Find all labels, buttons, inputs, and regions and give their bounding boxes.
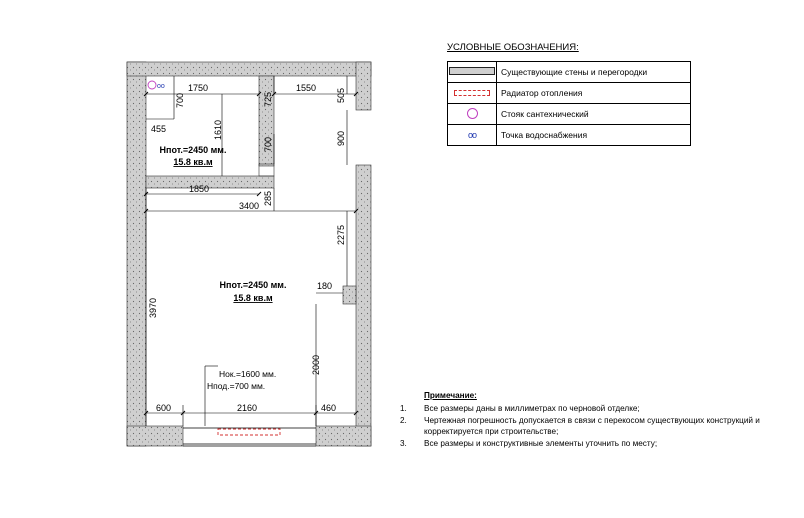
dim-900: 900 (336, 130, 346, 146)
dim-2160: 2160 (237, 403, 258, 413)
note-item: 3. Все размеры и конструктивные элементы уточнить по месту; (400, 439, 658, 448)
note-item: 1. Все размеры даны в миллиметрах по черновой отделке; (400, 404, 640, 413)
dim-725: 725 (263, 91, 273, 107)
water-point-icon: oo (157, 83, 165, 90)
riser-legend-icon (467, 108, 478, 119)
legend-label: Стояк сантехнический (497, 104, 691, 125)
room-small-height: Нпот.=2450 мм. (159, 145, 227, 155)
partition-horizontal (146, 176, 274, 188)
radiator-symbol (218, 429, 280, 435)
dim-1850: 1850 (189, 184, 210, 194)
dim-3970: 3970 (148, 297, 158, 318)
dim-460: 460 (321, 403, 337, 413)
wall-bottom-left (127, 426, 183, 446)
dimension-ticks (144, 92, 358, 415)
legend-label: Существующие стены и перегородки (497, 62, 691, 83)
room-small-area: 15.8 кв.м (173, 157, 213, 167)
dim-700-left: 700 (175, 92, 185, 108)
riser-icon (148, 81, 156, 89)
wall-column-stub (343, 286, 356, 304)
dim-285: 285 (263, 190, 273, 206)
legend-row (448, 83, 691, 104)
legend-row (448, 125, 691, 146)
window-opening (183, 428, 316, 446)
dim-1550: 1550 (296, 83, 317, 93)
dim-455: 455 (151, 124, 167, 134)
dim-600: 600 (156, 403, 172, 413)
wall-bottom-right (316, 426, 371, 446)
legend-title: УСЛОВНЫЕ ОБОЗНАЧЕНИЯ: (447, 42, 579, 53)
note-item: 2. Чертежная погрешность допускается в связи с перекосом существующих конструкций и корректируется при строительстве; (400, 416, 760, 436)
legend-row (448, 104, 691, 125)
dim-2275: 2275 (336, 224, 346, 245)
notes-title: Примечание: (424, 391, 477, 400)
room-main-area: 15.8 кв.м (233, 293, 273, 303)
dim-505: 505 (336, 87, 346, 103)
water-point-legend-icon: oo (467, 130, 476, 140)
legend-label: Радиатор отопления (497, 83, 691, 104)
dim-1750: 1750 (188, 83, 209, 93)
wall-hatch-icon (449, 67, 495, 75)
wall-top (127, 62, 371, 76)
legend-row (448, 62, 691, 83)
radiator-icon (454, 90, 490, 96)
dim-180: 180 (317, 281, 333, 291)
legend (447, 41, 691, 146)
dim-700-right: 700 (263, 136, 273, 152)
room-main-height: Нпот.=2450 мм. (219, 280, 287, 290)
dim-1610: 1610 (213, 119, 223, 140)
window-base-height: Нпод.=700 мм. (207, 381, 266, 391)
notes (400, 391, 795, 450)
wall-right-bottom (356, 165, 371, 446)
wall-right-top (356, 62, 371, 110)
wall-left (127, 62, 146, 446)
legend-label: Точка водоснабжения (497, 125, 691, 146)
window-sill-height: Нок.=1600 мм. (219, 369, 277, 379)
legend-table (447, 61, 691, 146)
notes-list (400, 403, 795, 449)
dim-2000: 2000 (311, 354, 321, 375)
dim-3400: 3400 (239, 201, 260, 211)
